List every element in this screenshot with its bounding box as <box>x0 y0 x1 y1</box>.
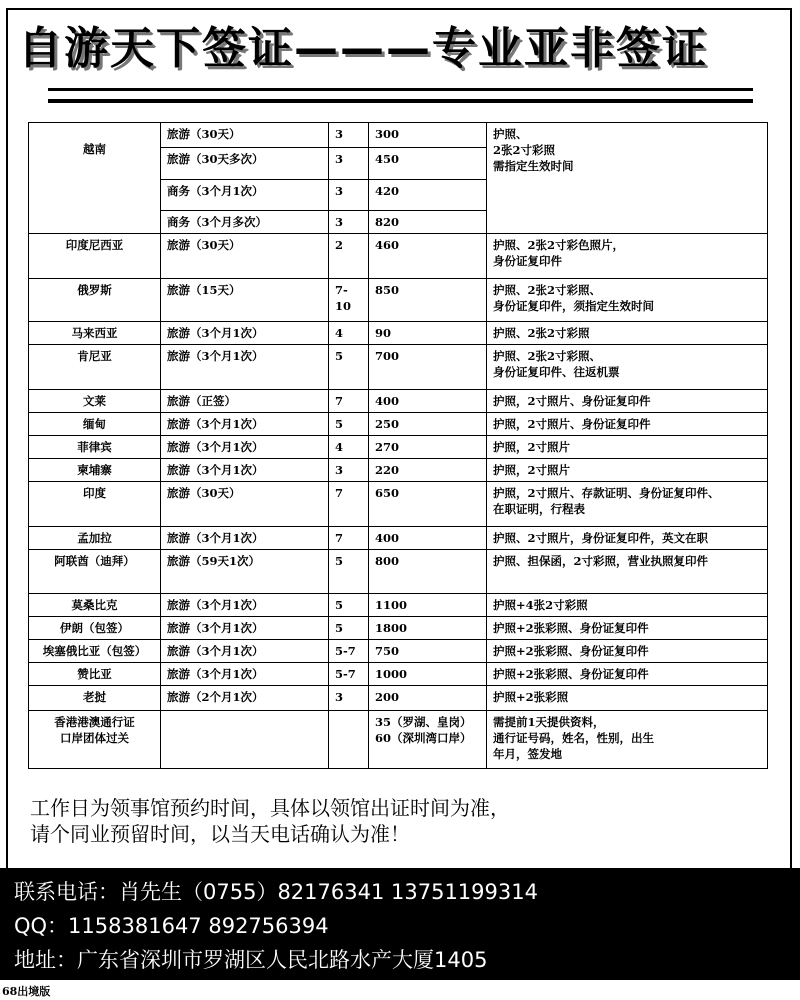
visa-type-cell: 旅游（3个月1次） <box>161 594 329 617</box>
contact-qq: QQ：1158381647 892756394 <box>14 914 329 938</box>
table-row <box>29 482 768 527</box>
country-cell: 香港港澳通行证 口岸团体过关 <box>29 711 161 769</box>
documents-cell: 护照、 2张2寸彩照 需指定生效时间 <box>487 123 768 234</box>
price-cell: 35（罗湖、皇岗） 60（深圳湾口岸） <box>369 711 487 769</box>
country-cell: 孟加拉 <box>29 527 161 550</box>
price-cell: 400 <box>369 390 487 413</box>
table-row <box>29 686 768 711</box>
visa-type-cell: 旅游（3个月1次） <box>161 345 329 390</box>
table-row <box>29 617 768 640</box>
price-cell: 420 <box>369 180 487 211</box>
visa-type-cell: 商务（3个月多次） <box>161 211 329 234</box>
country-cell: 俄罗斯 <box>29 279 161 322</box>
visa-type-cell: 旅游（3个月1次） <box>161 413 329 436</box>
days-cell: 7 <box>329 527 369 550</box>
country-cell: 阿联酋（迪拜） <box>29 550 161 594</box>
price-cell: 200 <box>369 686 487 711</box>
price-cell: 750 <box>369 640 487 663</box>
contact-phone: 联系电话：肖先生（0755）82176341 13751199314 <box>14 880 538 904</box>
days-cell: 3 <box>329 148 369 180</box>
price-cell: 250 <box>369 413 487 436</box>
title-rule-top <box>48 88 753 91</box>
days-cell: 5-7 <box>329 640 369 663</box>
price-cell: 400 <box>369 527 487 550</box>
price-cell: 650 <box>369 482 487 527</box>
country-cell: 肯尼亚 <box>29 345 161 390</box>
price-cell: 820 <box>369 211 487 234</box>
notice-line-2: 请个同业预留时间，以当天电话确认为准！ <box>30 822 410 846</box>
visa-type-cell: 旅游（15天） <box>161 279 329 322</box>
country-cell: 柬埔寨 <box>29 459 161 482</box>
documents-cell: 护照+2张彩照、身份证复印件 <box>487 640 768 663</box>
visa-type-cell: 旅游（3个月1次） <box>161 663 329 686</box>
days-cell: 3 <box>329 123 369 148</box>
country-cell: 菲律宾 <box>29 436 161 459</box>
price-cell: 460 <box>369 234 487 279</box>
table-row <box>29 711 768 769</box>
table-row <box>29 663 768 686</box>
country-cell: 印度 <box>29 482 161 527</box>
visa-type-cell: 旅游（3个月1次） <box>161 436 329 459</box>
country-cell: 越南 <box>29 123 161 234</box>
days-cell: 3 <box>329 459 369 482</box>
visa-type-cell: 旅游（30天） <box>161 234 329 279</box>
price-cell: 800 <box>369 550 487 594</box>
documents-cell: 护照，2寸照片 <box>487 459 768 482</box>
table-row <box>29 640 768 663</box>
title-rule-bottom <box>48 99 753 103</box>
documents-cell: 护照，2寸照片、身份证复印件 <box>487 390 768 413</box>
days-cell: 3 <box>329 686 369 711</box>
table-row <box>29 345 768 390</box>
documents-cell: 护照、2张2寸彩照 <box>487 322 768 345</box>
documents-cell: 护照、2张2寸彩照、 身份证复印件、往返机票 <box>487 345 768 390</box>
country-cell: 老挝 <box>29 686 161 711</box>
documents-cell: 护照，2寸照片、存款证明、身份证复印件、 在职证明，行程表 <box>487 482 768 527</box>
price-cell: 1800 <box>369 617 487 640</box>
table-row <box>29 322 768 345</box>
table-row <box>29 550 768 594</box>
price-cell: 450 <box>369 148 487 180</box>
visa-type-cell: 旅游（30天） <box>161 482 329 527</box>
country-cell: 伊朗（包签） <box>29 617 161 640</box>
documents-cell: 护照、担保函，2寸彩照，营业执照复印件 <box>487 550 768 594</box>
table-row <box>29 527 768 550</box>
days-cell: 4 <box>329 322 369 345</box>
days-cell: 5-7 <box>329 663 369 686</box>
visa-type-cell: 旅游（3个月1次） <box>161 322 329 345</box>
price-cell: 1000 <box>369 663 487 686</box>
price-cell: 270 <box>369 436 487 459</box>
documents-cell: 需提前1天提供资料， 通行证号码，姓名，性别，出生 年月，签发地 <box>487 711 768 769</box>
table-row <box>29 459 768 482</box>
table-row <box>29 436 768 459</box>
days-cell: 5 <box>329 413 369 436</box>
days-cell: 3 <box>329 180 369 211</box>
notice-line-1: 工作日为领事馆预约时间，具体以领馆出证时间为准， <box>30 796 510 820</box>
documents-cell: 护照+4张2寸彩照 <box>487 594 768 617</box>
visa-type-cell: 旅游（2个月1次） <box>161 686 329 711</box>
table-row <box>29 123 768 148</box>
table-row <box>29 594 768 617</box>
days-cell: 5 <box>329 594 369 617</box>
documents-cell: 护照，2寸照片、身份证复印件 <box>487 413 768 436</box>
price-cell: 90 <box>369 322 487 345</box>
documents-cell: 护照、2张2寸彩照、 身份证复印件，须指定生效时间 <box>487 279 768 322</box>
documents-cell: 护照、2寸照片，身份证复印件，英文在职 <box>487 527 768 550</box>
days-cell: 3 <box>329 211 369 234</box>
country-cell: 埃塞俄比亚（包签） <box>29 640 161 663</box>
visa-type-cell: 旅游（30天多次） <box>161 148 329 180</box>
price-cell: 1100 <box>369 594 487 617</box>
visa-type-cell: 旅游（3个月1次） <box>161 617 329 640</box>
price-cell: 300 <box>369 123 487 148</box>
contact-bar <box>0 868 800 980</box>
price-cell: 850 <box>369 279 487 322</box>
visa-type-cell: 旅游（3个月1次） <box>161 527 329 550</box>
days-cell <box>329 711 369 769</box>
table-row <box>29 234 768 279</box>
country-cell: 缅甸 <box>29 413 161 436</box>
country-cell: 赞比亚 <box>29 663 161 686</box>
page-label: 68出境版 <box>2 985 51 998</box>
table-row <box>29 279 768 322</box>
country-cell: 印度尼西亚 <box>29 234 161 279</box>
visa-type-cell: 旅游（正签） <box>161 390 329 413</box>
visa-type-cell: 旅游（30天） <box>161 123 329 148</box>
visa-type-cell: 旅游（59天1次） <box>161 550 329 594</box>
contact-address: 地址：广东省深圳市罗湖区人民北路水产大厦1405 <box>14 948 488 972</box>
price-cell: 700 <box>369 345 487 390</box>
documents-cell: 护照，2寸照片 <box>487 436 768 459</box>
country-cell: 文莱 <box>29 390 161 413</box>
days-cell: 7 <box>329 390 369 413</box>
price-cell: 220 <box>369 459 487 482</box>
days-cell: 5 <box>329 345 369 390</box>
visa-table <box>28 122 768 769</box>
documents-cell: 护照+2张彩照 <box>487 686 768 711</box>
documents-cell: 护照+2张彩照、身份证复印件 <box>487 663 768 686</box>
days-cell: 5 <box>329 617 369 640</box>
table-row <box>29 390 768 413</box>
days-cell: 5 <box>329 550 369 594</box>
days-cell: 7-10 <box>329 279 369 322</box>
days-cell: 7 <box>329 482 369 527</box>
visa-type-cell: 旅游（3个月1次） <box>161 640 329 663</box>
documents-cell: 护照、2张2寸彩色照片， 身份证复印件 <box>487 234 768 279</box>
table-row <box>29 413 768 436</box>
country-cell: 莫桑比克 <box>29 594 161 617</box>
documents-cell: 护照+2张彩照、身份证复印件 <box>487 617 768 640</box>
page-title: 自游天下签证———专业亚非签证 <box>18 23 708 74</box>
country-cell: 马来西亚 <box>29 322 161 345</box>
notice <box>30 795 770 847</box>
visa-type-cell: 商务（3个月1次） <box>161 180 329 211</box>
visa-type-cell <box>161 711 329 769</box>
days-cell: 4 <box>329 436 369 459</box>
visa-type-cell: 旅游（3个月1次） <box>161 459 329 482</box>
days-cell: 2 <box>329 234 369 279</box>
